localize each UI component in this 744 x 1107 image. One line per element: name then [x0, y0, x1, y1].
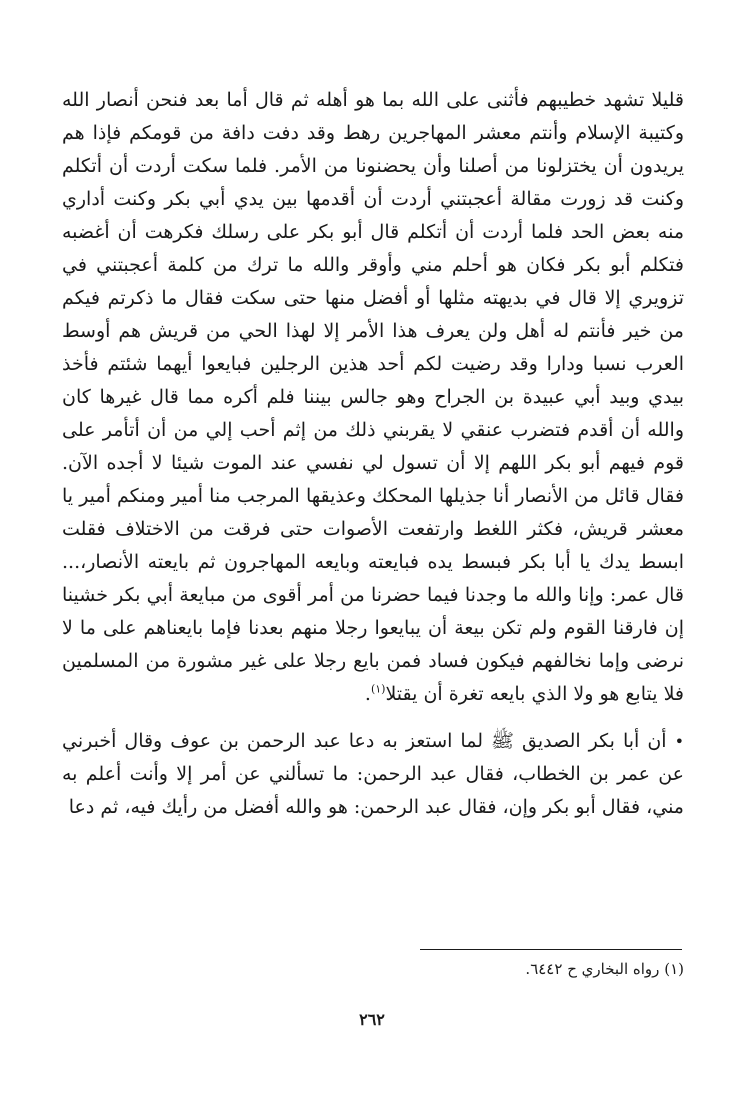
- body-text: [62, 84, 684, 824]
- paragraph-2: [62, 725, 684, 824]
- footnote-separator: [420, 949, 682, 950]
- bullet-icon: •: [674, 732, 684, 751]
- paragraph-1: [62, 84, 684, 711]
- footnote-number: (١): [664, 960, 684, 978]
- footnote-text: رواه البخاري ح ٦٤٤٢.: [525, 960, 660, 978]
- page-number: ٢٦٢: [359, 1010, 385, 1029]
- paragraph-1-end: .: [364, 683, 371, 705]
- footnote: [62, 958, 684, 980]
- footnote-reference: (١): [370, 682, 386, 696]
- paragraph-1-text: قليلا تشهد خطيبهم فأثنى على الله بما هو أهله ثم قال أما بعد فنحن أنصار الله وكتيبة الإسلام وأنتم معشر المهاجرين رهط وقد دفت دافة من قومكم فإذا هم يريدون أن يختزلونا من أصلنا وأن يحضنونا من الأمر. فلما سكت أردت أن أتكلم وكنت قد زورت مقالة أعجبتني أردت أن أقدمها بين يدي أبي بكر وكنت أداري منه بعض الحد فلما أردت أن أتكلم قال أبو بكر على رسلك فكرهت أن أغضبه فتكلم أبو بكر فكان هو أحلم مني وأوقر والله ما ترك من كلمة أعجبتني في تزويري إلا قال في بديهته مثلها أو أفضل منها حتى سكت فقال ما ذكرتم فيكم من خير فأنتم له أهل ولن يعرف هذا الأمر إلا لهذا الحي من قريش هم أوسط العرب نسبا ودارا وقد رضيت لكم أحد هذين الرجلين فبايعوا أيهما شئتم فأخذ بيدي وبيد أبي عبيدة بن الجراح وهو جالس بيننا فلم أكره مما قال غيرها كان والله أن أقدم فتضرب عنقي لا يقربني ذلك من إثم أحب إلي من أن أتأمر على قوم فيهم أبو بكر اللهم إلا أن تسول لي نفسي عند الموت شيئا لا أجده الآن. فقال قائل من الأنصار أنا جذيلها المحكك وعذيقها المرجب منا أمير ومنكم أمير يا معشر قريش، فكثر اللغط وارتفعت الأصوات حتى فرقت من الاختلاف فقلت ابسط يدك يا أبا بكر فبسط يده فبايعته وبايعه المهاجرون ثم بايعته الأنصار،... قال عمر: وإنا والله ما وجدنا فيما حضرنا من أمر أقوى من مبايعة أبي بكر خشينا إن فارقنا القوم ولم تكن بيعة أن يبايعوا رجلا منهم بعدنا فإما بايعناهم على ما لا نرضى وإما نخالفهم فيكون فساد فمن بايع رجلا على غير مشورة من المسلمين فلا يتابع هو ولا الذي بايعه تغرة أن يقتلا: [62, 89, 684, 705]
- paragraph-2-text: أن أبا بكر الصديق ﷺ لما استعز به دعا عبد الرحمن بن عوف وقال أخبرني عن عمر بن الخطاب، فقال عبد الرحمن: ما تسألني عن أمر إلا وأنت أعلم به مني، فقال أبو بكر وإن، فقال عبد الرحمن: هو والله أفضل من رأيك فيه، ثم دعا: [62, 730, 684, 818]
